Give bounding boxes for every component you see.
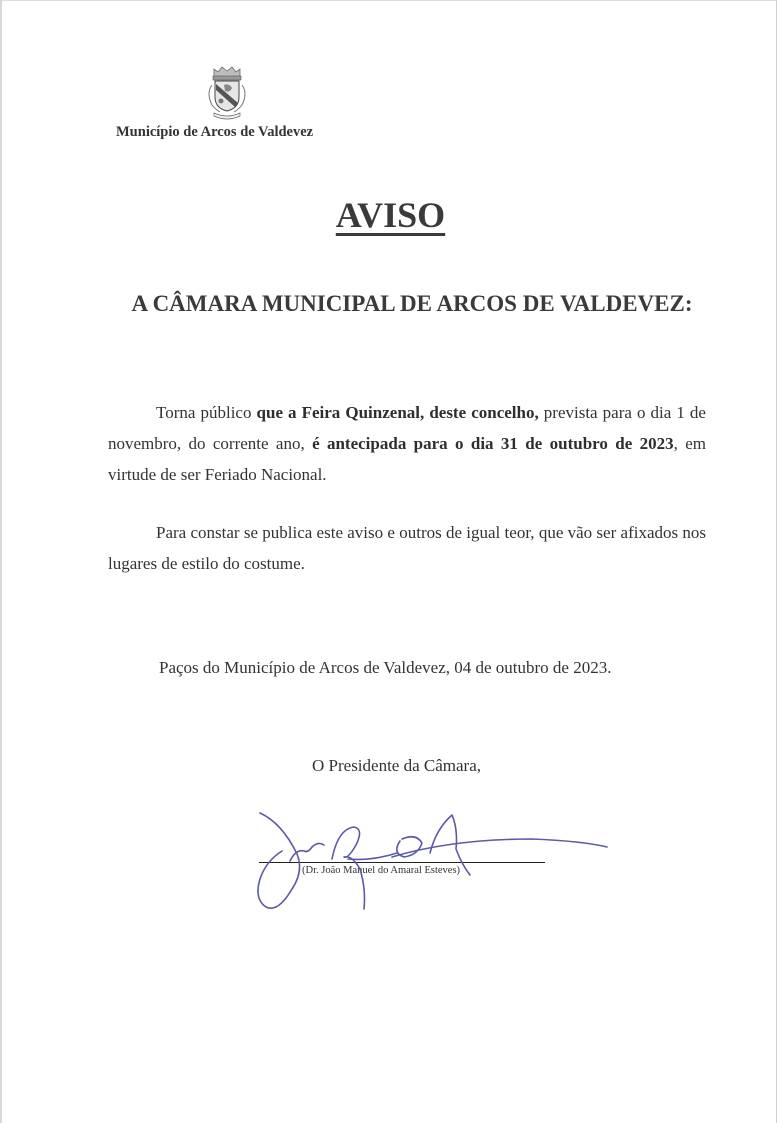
coat-of-arms-icon — [202, 63, 252, 121]
p1-seg2-bold: que a Feira Quinzenal, deste concelho, — [256, 403, 539, 422]
signer-role: O Presidente da Câmara, — [312, 756, 481, 775]
signer-name: (Dr. João Manuel do Amaral Esteves) — [302, 865, 461, 876]
paragraph-publication — [108, 517, 706, 579]
place-and-date: Paços do Município de Arcos de Valdevez, 04 de outubro de 2023. — [159, 658, 612, 677]
p1-seg1: Torna público — [156, 403, 257, 422]
municipality-name: Município de Arcos de Valdevez — [116, 124, 314, 140]
p1-seg3: prevista para o dia 1 de novembro, do corrente ano, — [108, 403, 706, 453]
title-text: AVISO — [335, 195, 446, 235]
handwritten-signature-icon — [252, 809, 622, 924]
p2-text: Para constar se publica este aviso e outros de igual teor, que vão ser afixados nos lugares de estilo do costume. — [108, 523, 706, 573]
paragraph-announcement — [108, 397, 706, 490]
document-title — [2, 194, 777, 236]
document-subtitle: A CÂMARA MUNICIPAL DE ARCOS DE VALDEVEZ: — [131, 291, 693, 316]
p1-seg4-bold: é antecipada para o dia 31 de outubro de 2023 — [312, 434, 674, 453]
p1-seg5: , em virtude de ser Feriado Nacional. — [108, 434, 706, 484]
